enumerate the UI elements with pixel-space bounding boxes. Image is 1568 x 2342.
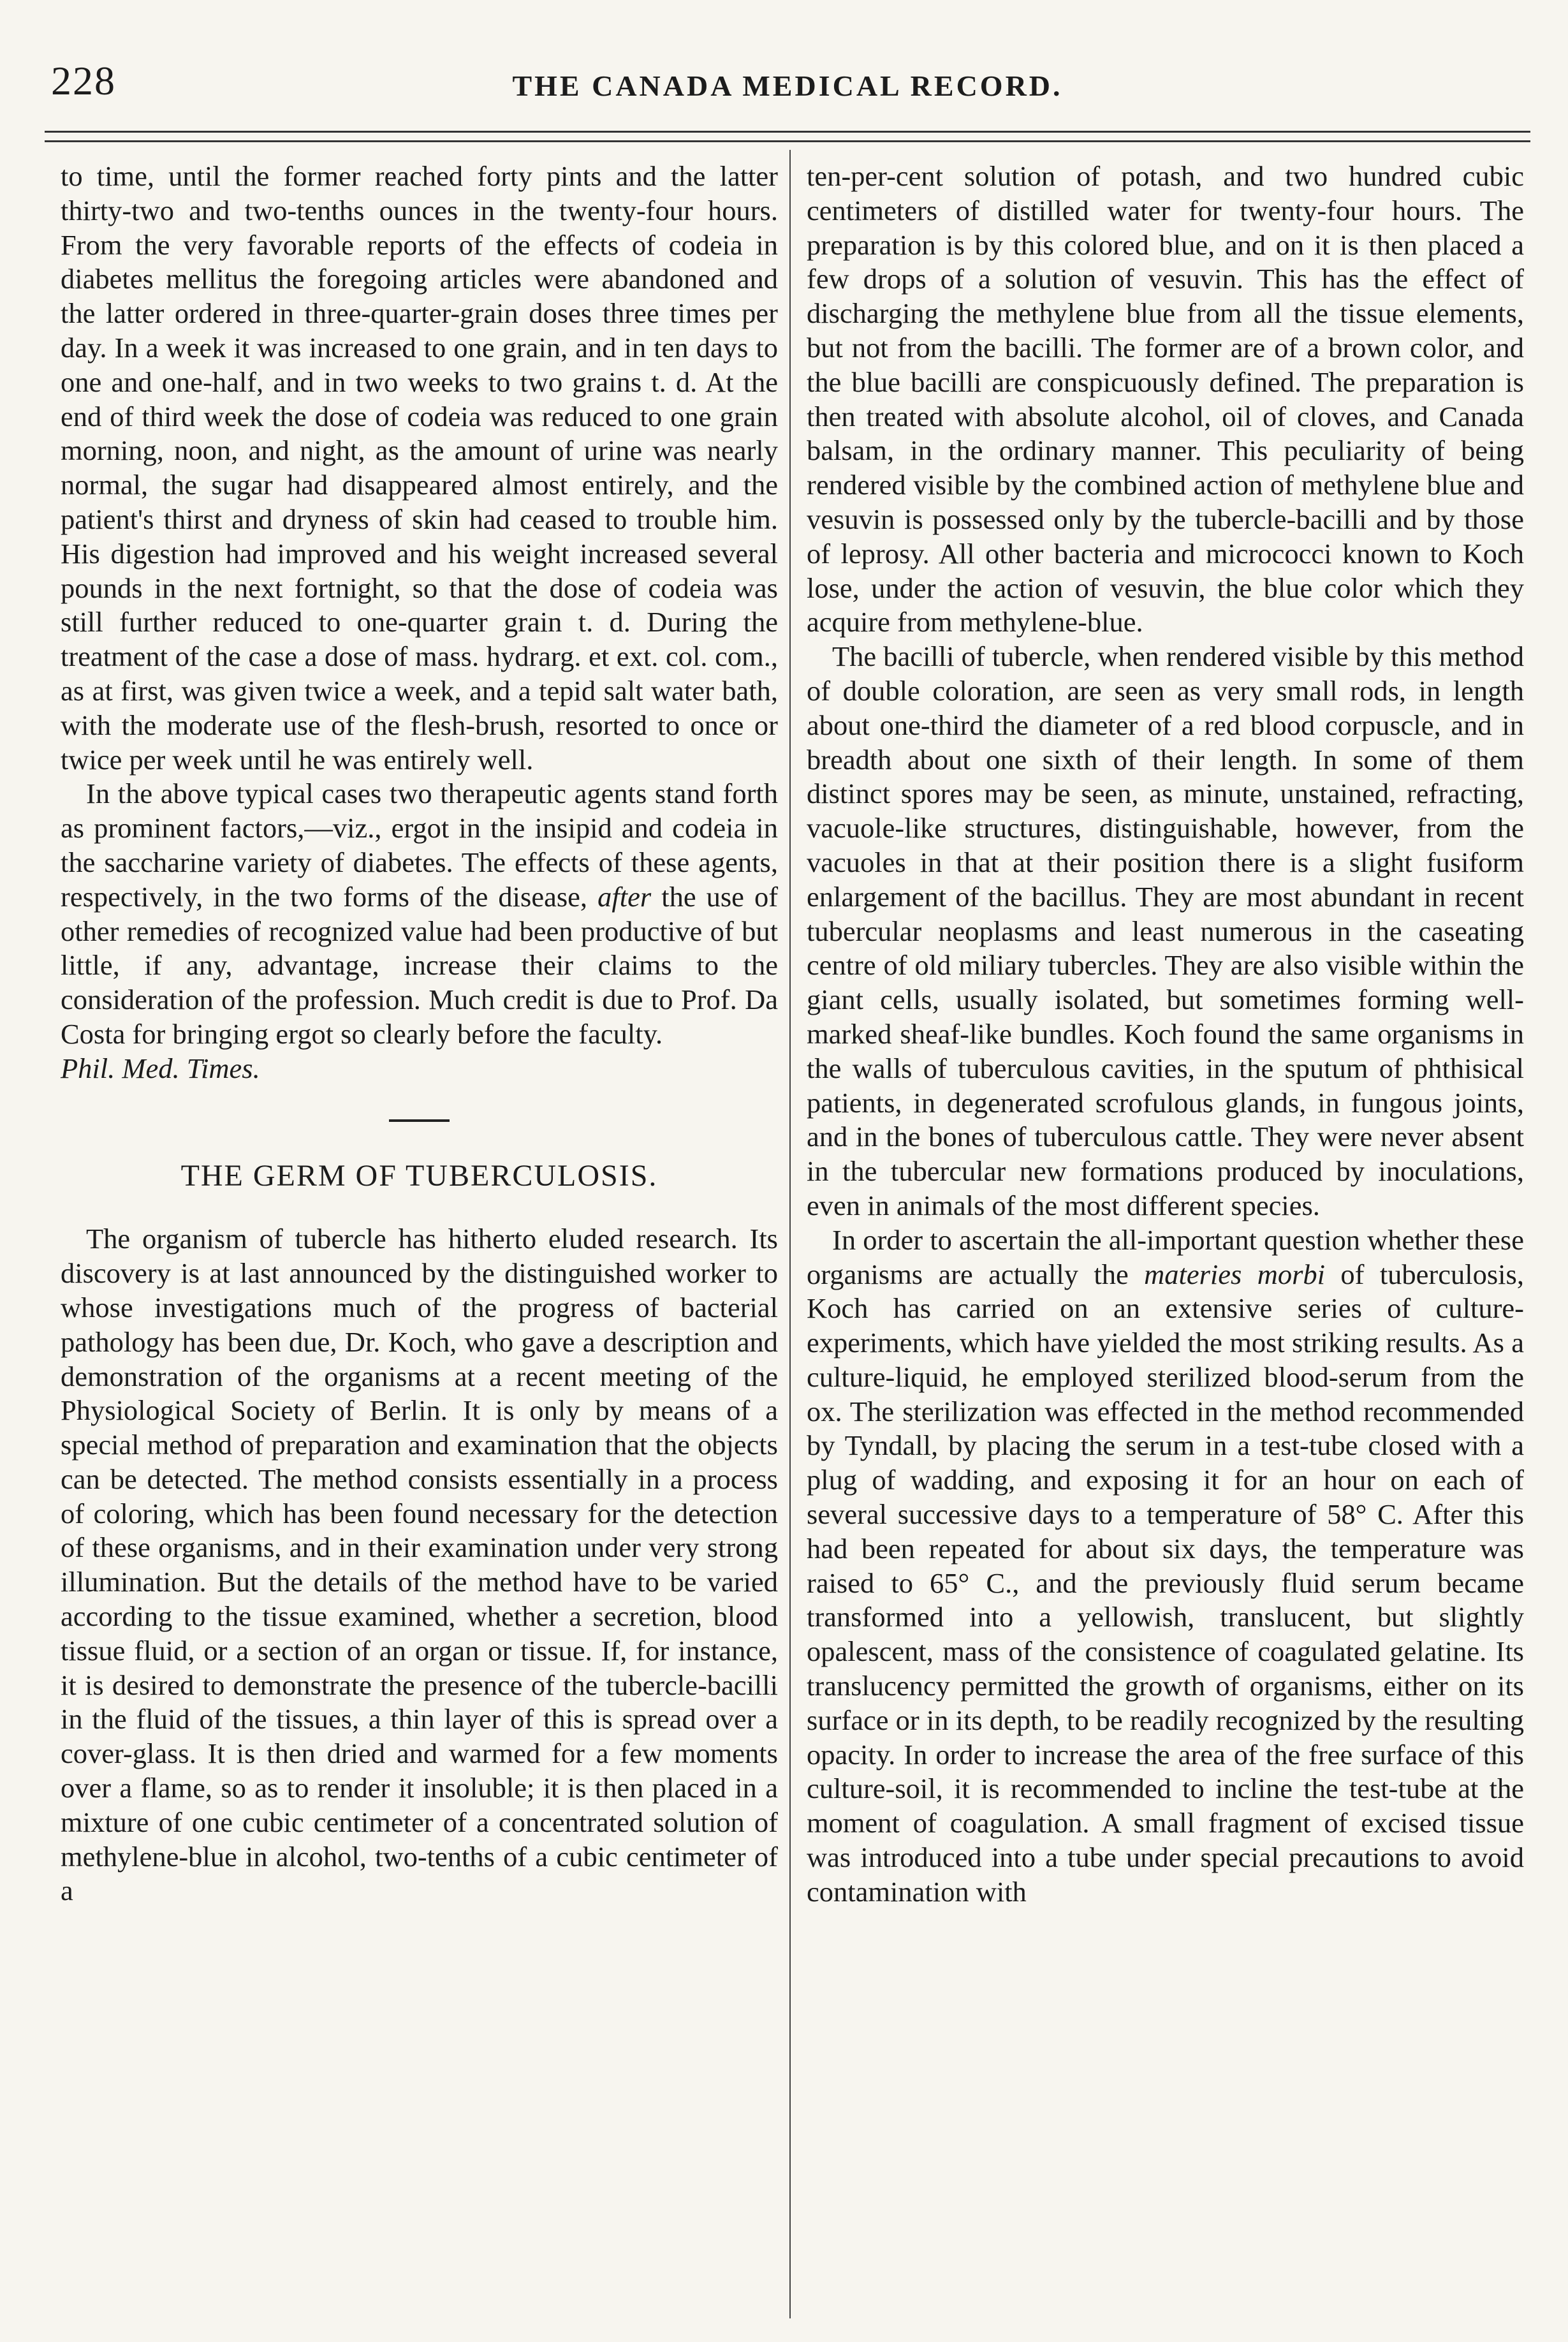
source-citation: Phil. Med. Times. xyxy=(61,1052,260,1084)
column-divider xyxy=(789,150,791,2318)
paragraph-continued: to time, until the former reached forty pints and the latter thirty-two and two-tenths ounces in the twenty-four hours. From the very favorable reports of the effects of codeia in diabetes mellitus the foregoing articles were abandoned and the latter ordered in three-quarter-grain doses three times per day. In a week it was increased to one grain, and in ten days to one and one-half, and in two weeks to two grains t. d. At the end of third week the dose of codeia was reduced to one grain morning, noon, and night, as the amount of urine was nearly normal, the sugar had disappeared almost entirely, and the patient's thirst and dryness of skin had ceased to trouble him. His digestion had improved and his weight increased several pounds in the next fortnight, so that the dose of codeia was still further reduced to one-quarter grain t. d. During the treatment of the case a dose of mass. hydrarg. et ext. col. com., as at first, was given twice a week, and a tepid salt water bath, with the moderate use of the flesh-brush, resorted to once or twice per week until he was entirely well. xyxy=(61,160,778,776)
page-header xyxy=(51,38,1524,115)
paragraph-conclusion: In the above typical cases two therapeutic agents stand forth as prominent factors,—viz., ergot in the insipid and codeia in the saccharine variety of diabetes. The effects of these agents, respectively, in the two forms of the disease, after the use of other remedies of recognized value had been productive of but little, if any, advantage, increase their claims to the consideration of the profession. Much credit is due to Prof. Da Costa for bringing ergot so clearly before the faculty. Phil. Med. Times. xyxy=(61,777,779,1084)
paragraph-intro: The organism of tubercle has hitherto eluded research. Its discovery is at last announced by the distinguished worker to whose investigations much of the progress of bacterial pathology has been due, Dr. Koch, who gave a description and demonstration of the organisms at a recent meeting of the Physiological Society of Berlin. It is only by means of a special method of preparation and examination that the objects can be detected. The method consists essentially in a process of coloring, which has been found necessary for the detection of these organisms, and in their examination under very strong illumination. But the details of the method have to be varied according to the tissue examined, whether a secretion, blood tissue fluid, or a section of an organ or tissue. If, for instance, it is desired to demonstrate the presence of the tubercle-bacilli in the fluid of the tissues, a thin layer of this is spread over a cover-glass. It is then dried and warmed for a few moments over a flame, so as to render it insoluble; it is then placed in a mixture of one cubic centimeter of a concentrated solution of methylene-blue in alcohol, two-tenths of a cubic centimeter of a xyxy=(61,1223,778,1907)
section-separator xyxy=(389,1119,450,1122)
emphasis-materies-morbi: materies morbi xyxy=(1144,1258,1326,1290)
paragraph-method-continued: ten-per-cent solution of potash, and two hundred cubic centimeters of distilled water for twenty-four hours. The preparation is by this colored blue, and on it is then placed a few drops of a solution of vesuvin. This has the effect of discharging the methylene blue from all the tissue elements, but not from the bacilli. The former are of a brown color, and the blue bacilli are conspicuously defined. The preparation is then treated with absolute alcohol, oil of cloves, and Canada balsam, in the ordinary manner. This peculiarity of being rendered visible by the combined action of methylene blue and vesuvin is possessed only by the tubercle-bacilli and by those of leprosy. All other bacteria and micrococci known to Koch lose, under the action of vesuvin, the blue color which they acquire from methylene-blue. xyxy=(807,160,1524,638)
right-column xyxy=(807,159,1524,2302)
header-double-rule xyxy=(45,131,1530,142)
journal-title: THE CANADA MEDICAL RECORD. xyxy=(512,70,1063,102)
section-title: THE GERM OF TUBERCULOSIS. xyxy=(180,1158,658,1193)
page-number: 228 xyxy=(51,58,116,103)
paragraph-culture: In order to ascertain the all-important question whether these organisms are actually the materies morbi of tuberculosis, Koch has carried on an extensive series of culture-experiments, which have yielded the most striking results. As a culture-liquid, he employed sterilized blood-serum from the ox. The sterilization was effected in the method recommended by Tyndall, by placing the serum in a test-tube closed with a plug of wadding, and exposing it for an hour on each of several successive days to a temperature of 58° C. After this had been repeated for about six days, the temperature was raised to 65° C., and the previously fluid serum became transformed into a yellowish, translucent, but slightly opalescent, mass of the consistence of coagulated gelatine. Its translucency permitted the growth of organisms, either on its surface or in its depth, to be readily recognized by the resulting opacity. In order to increase the area of the free surface of this culture-soil, it is recommended to incline the test-tube at the moment of coagulation. A small fragment of excised tissue was introduced into a tube under special precautions to avoid contamination with xyxy=(807,1223,1524,1908)
paragraph-bacilli: The bacilli of tubercle, when rendered visible by this method of double coloration, are seen as very small rods, in length about one-third the diameter of a red blood corpuscle, and in breadth about one sixth of their length. In some of them distinct spores may be seen, as minute, unstained, refracting, vacuole-like structures, distinguishable, however, from the vacuoles in that at their position there is a slight fusiform enlargement of the bacillus. They are most abundant in recent tubercular neoplasms and least numerous in the caseating centre of old miliary tubercles. They are also visible within the giant cells, usually isolated, but sometimes forming well-marked sheaf-like bundles. Koch found the same organisms in the walls of tuberculous cavities, in the sputum of phthisical patients, in degenerated scrofulous glands, in fungous joints, and in the bones of tuberculous cattle. They were never absent in the tubercular new formations produced by inoculations, even in animals of the most different species. xyxy=(807,640,1524,1221)
emphasis-after: after xyxy=(597,880,652,913)
left-column xyxy=(61,159,778,2302)
